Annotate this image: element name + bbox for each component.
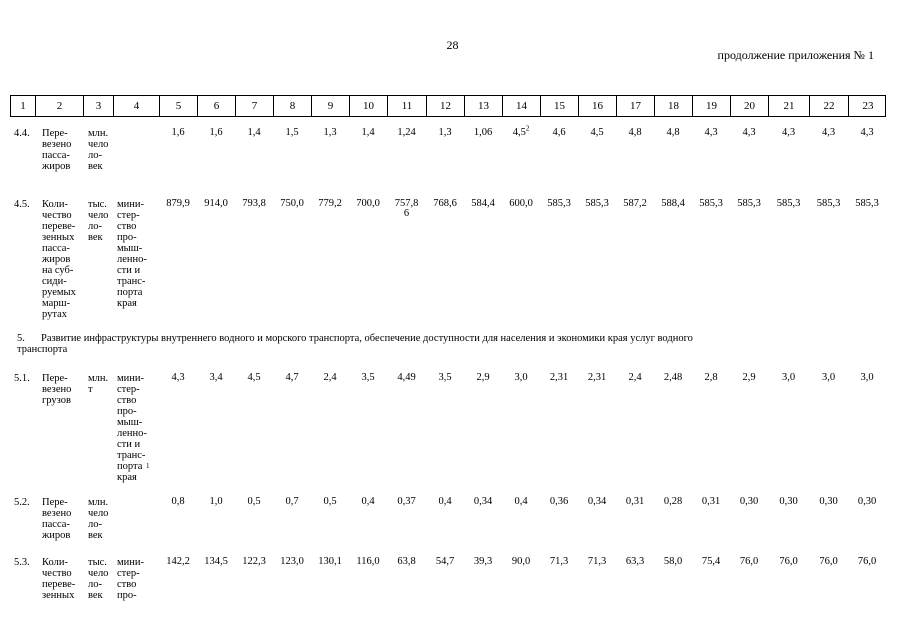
value-text: 585,3 — [776, 198, 801, 209]
header-col-3: 3 — [84, 96, 114, 116]
value-text: 0,30 — [779, 496, 798, 507]
footnote-mark: 2 — [525, 124, 530, 133]
value-text: 0,28 — [663, 496, 683, 507]
header-col-13: 13 — [465, 96, 503, 116]
value-text: 4,3 — [704, 127, 718, 138]
header-col-23: 23 — [862, 100, 874, 112]
value-text: 76,0 — [779, 556, 798, 567]
value-col-21 — [765, 497, 812, 507]
value-text: 4,3 — [860, 127, 874, 138]
value-col-21 — [765, 199, 812, 209]
value-col-23 — [845, 557, 889, 567]
value-text: 0,30 — [739, 496, 759, 507]
value-text: 75,4 — [701, 556, 721, 567]
value-text: 2,4 — [323, 372, 337, 383]
header-col-17: 17 — [617, 96, 655, 116]
header-col-1: 1 — [11, 96, 36, 116]
value-text: 76,0 — [857, 556, 877, 567]
value-text: 4,49 — [397, 372, 416, 383]
row-id: 5.1. — [14, 373, 30, 384]
value-text: 0,30 — [819, 496, 838, 507]
row-responsible: мини- стер- ство про- — [117, 557, 144, 601]
value-text: 90,0 — [511, 556, 531, 567]
value-text: 2,9 — [742, 372, 756, 383]
row-indicator: Пере- везено пасса- жиров — [42, 128, 72, 172]
value-text: 4,3 — [171, 372, 185, 383]
value-text: 122,3 — [242, 556, 266, 567]
value-text: 3,5 — [438, 372, 452, 383]
value-text: 4,8 — [666, 127, 680, 138]
value-text: 793,8 — [242, 198, 266, 209]
value-text: 4,5 — [512, 127, 526, 138]
value-text: 0,5 — [247, 496, 261, 507]
row-id: 4.4. — [14, 128, 30, 139]
value-text: 71,3 — [549, 556, 569, 567]
value-text: 0,4 — [361, 496, 375, 507]
value-text: 0,31 — [701, 496, 721, 507]
value-text: 0,34 — [473, 496, 493, 507]
value-text: 757,8 6 — [394, 198, 419, 219]
value-col-21 — [765, 557, 812, 567]
row-responsible: мини- стер- ство про- мыш- ленно- сти и транс- порта края — [117, 373, 147, 483]
header-col-16: 16 — [579, 96, 617, 116]
value-text: 58,0 — [663, 556, 683, 567]
value-text: 4,3 — [821, 127, 836, 138]
row-id: 5.2. — [14, 497, 30, 508]
value-text: 585,3 — [816, 198, 841, 209]
row-indicator: Коли- чество переве- зенных — [42, 557, 76, 601]
row-id: 4.5. — [14, 199, 30, 210]
section-5 — [17, 333, 877, 355]
value-text: 0,34 — [587, 496, 607, 507]
value-text: 585,3 — [737, 198, 761, 209]
value-text: 1,5 — [285, 127, 299, 138]
row-unit: тыс. чело ло- век — [88, 199, 109, 243]
value-text: 3,0 — [781, 372, 796, 383]
section-id: 5. — [17, 333, 25, 344]
header-col-2: 2 — [36, 96, 84, 116]
value-text: 1,6 — [209, 127, 223, 138]
value-text: 3,0 — [821, 372, 836, 383]
value-text: 0,31 — [625, 496, 645, 507]
value-text: 2,31 — [549, 372, 569, 383]
value-text: 1,3 — [323, 127, 337, 138]
value-text: 914,0 — [204, 198, 228, 209]
row-unit: млн. чело ло- век — [88, 128, 109, 172]
value-text: 1,6 — [171, 127, 185, 138]
header-col-12: 12 — [427, 96, 465, 116]
value-text: 76,0 — [819, 556, 838, 567]
value-text: 585,3 — [585, 198, 609, 209]
value-text: 584,4 — [471, 198, 495, 209]
header-col-4: 4 — [114, 96, 160, 116]
value-text: 0,8 — [171, 496, 185, 507]
value-text: 779,2 — [318, 198, 342, 209]
value-text: 0,37 — [397, 496, 416, 507]
value-text: 587,2 — [623, 198, 647, 209]
value-text: 2,8 — [704, 372, 718, 383]
footnote-mark: 1 — [146, 462, 150, 470]
value-col-23 — [845, 128, 889, 138]
value-text: 585,3 — [699, 198, 723, 209]
value-text: 1,0 — [209, 496, 223, 507]
header-col-8: 8 — [274, 96, 312, 116]
value-text: 116,0 — [356, 556, 380, 567]
value-text: 2,48 — [663, 372, 683, 383]
header-col-6: 6 — [198, 96, 236, 116]
value-text: 0,5 — [323, 496, 337, 507]
value-col-21 — [765, 128, 812, 138]
row-unit: млн. т — [88, 373, 109, 395]
value-text: 1,3 — [438, 127, 452, 138]
value-col-21 — [765, 373, 812, 383]
value-text: 2,31 — [587, 372, 607, 383]
value-text: 879,9 — [166, 198, 190, 209]
value-text: 750,0 — [280, 198, 304, 209]
value-text: 4,3 — [742, 127, 756, 138]
header-col-20: 20 — [731, 96, 769, 116]
row-indicator: Пере- везено пасса- жиров — [42, 497, 72, 541]
value-text: 600,0 — [509, 198, 533, 209]
value-text: 3,5 — [361, 372, 375, 383]
table-header-row — [10, 95, 886, 117]
value-text: 0,4 — [514, 496, 528, 507]
value-col-23 — [845, 373, 889, 383]
value-text: 63,3 — [625, 556, 645, 567]
value-text: 63,8 — [397, 556, 416, 567]
value-text: 1,06 — [473, 127, 493, 138]
continuation-label: продолжение приложения № 1 — [717, 48, 874, 62]
row-indicator: Коли- чество переве- зенных пасса- жиров на суб- сиди- руемых марш- рутах — [42, 199, 76, 320]
value-col-23 — [845, 497, 889, 507]
row-indicator: Пере- везено грузов — [42, 373, 72, 406]
header-col-14: 14 — [503, 96, 541, 116]
value-text: 585,3 — [855, 198, 879, 209]
value-text: 585,3 — [547, 198, 571, 209]
value-text: 2,9 — [476, 372, 490, 383]
header-col-7: 7 — [236, 96, 274, 116]
value-text: 4,5 — [590, 127, 604, 138]
row-responsible: мини- стер- ство про- мыш- ленно- сти и транс- порта края — [117, 199, 147, 309]
value-text: 768,6 — [433, 198, 457, 209]
value-text: 1,24 — [397, 127, 416, 138]
value-text: 4,5 — [247, 372, 261, 383]
value-text: 142,2 — [166, 556, 190, 567]
value-text: 76,0 — [739, 556, 759, 567]
page-number: 28 — [446, 38, 459, 52]
value-text: 2,4 — [628, 372, 642, 383]
header-col-19: 19 — [693, 96, 731, 116]
row-unit: тыс. чело ло- век — [88, 557, 109, 601]
row-id: 5.3. — [14, 557, 30, 568]
value-text: 134,5 — [204, 556, 228, 567]
header-col-5: 5 — [160, 96, 198, 116]
header-col-22: 22 — [810, 96, 849, 116]
value-text: 3,0 — [514, 372, 528, 383]
header-col-11: 11 — [388, 96, 427, 116]
header-col-9: 9 — [312, 96, 350, 116]
value-text: 71,3 — [587, 556, 607, 567]
value-text: 0,30 — [857, 496, 877, 507]
value-text: 39,3 — [473, 556, 493, 567]
value-text: 3,4 — [209, 372, 223, 383]
header-col-21: 21 — [769, 96, 810, 116]
value-text: 130,1 — [318, 556, 342, 567]
value-text: 123,0 — [280, 556, 304, 567]
value-text: 0,4 — [438, 496, 452, 507]
row-unit: млн. чело ло- век — [88, 497, 109, 541]
section-title: Развитие инфраструктуры внутреннего водного и морского транспорта, обеспечение доступности для населения и экономики края услуг водного транспорта — [17, 333, 693, 355]
value-text: 588,4 — [661, 198, 685, 209]
value-text: 0,36 — [549, 496, 569, 507]
header-col-10: 10 — [350, 96, 388, 116]
value-text: 4,3 — [781, 127, 796, 138]
value-text: 4,6 — [552, 127, 566, 138]
value-text: 4,7 — [285, 372, 299, 383]
value-text: 1,4 — [247, 127, 261, 138]
value-text: 1,4 — [361, 127, 375, 138]
value-text: 54,7 — [435, 556, 455, 567]
value-text: 0,7 — [285, 496, 299, 507]
value-col-23 — [845, 199, 889, 209]
value-text: 700,0 — [356, 198, 380, 209]
value-text: 4,8 — [628, 127, 642, 138]
value-text: 3,0 — [860, 372, 874, 383]
header-col-15: 15 — [541, 96, 579, 116]
header-col-18: 18 — [655, 96, 693, 116]
